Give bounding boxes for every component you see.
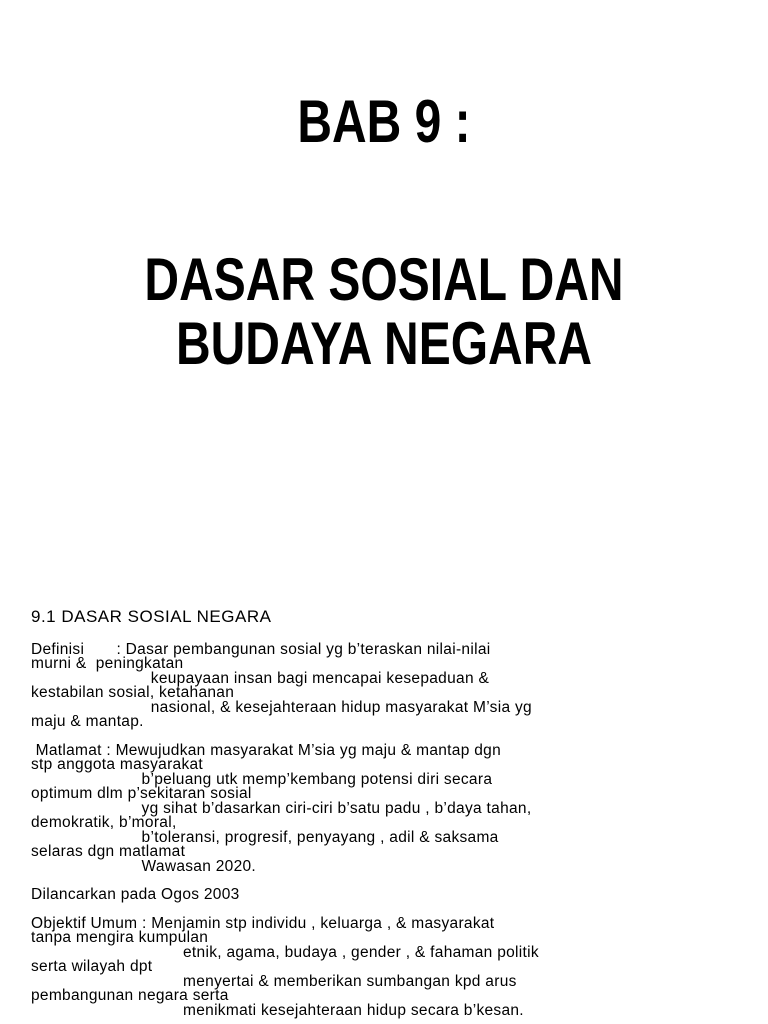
text-line: murni & peningkatan [31,655,184,672]
chapter-title: BAB 9 : [297,88,471,155]
text-line: yg sihat b’dasarkan ciri-ciri b’satu padu , b’daya tahan, [31,799,532,817]
text-line: optimum dlm p’sekitaran sosial [31,785,252,802]
text-line: pembangunan negara serta [31,987,229,1004]
document-body [31,607,751,1019]
text-line: nasional, & kesejahteraan hidup masyarakat M’sia yg [31,698,532,716]
text-line: stp anggota masyarakat [31,756,204,773]
text-line: etnik, agama, budaya , gender , & fahaman politik [31,943,539,961]
text-line: keupayaan insan bagi mencapai kesepaduan & [31,669,490,687]
text-line: Objektif Umum : Menjamin stp individu , keluarga , & masyarakat [31,914,495,932]
text-line: selaras dgn matlamat [31,843,186,860]
text-line: Wawasan 2020. [31,857,257,875]
matlamat-paragraph [31,741,751,875]
definisi-paragraph [31,640,751,730]
dilancarkan-line: Dilancarkan pada Ogos 2003 [31,886,240,903]
text-line: b’peluang utk memp’kembang potensi diri secara [31,770,493,788]
text-line: Definisi : Dasar pembangunan sosial yg b’teraskan nilai-nilai [31,640,491,658]
text-line: serta wilayah dpt [31,958,153,975]
chapter-subtitle-line-2: BUDAYA NEGARA [175,310,593,377]
text-line: demokratik, b’moral, [31,814,177,831]
text-line: menikmati kesejahteraan hidup secara b’kesan. [31,1001,524,1019]
text-line: Matlamat : Mewujudkan masyarakat M’sia yg maju & mantap dgn [31,741,501,759]
chapter-subtitle-line-1: DASAR SOSIAL DAN [144,246,624,313]
text-line: menyertai & memberikan sumbangan kpd arus [31,972,517,990]
text-line: tanpa mengira kumpulan [31,929,209,946]
text-line: kestabilan sosial, ketahanan [31,684,235,701]
section-heading: 9.1 DASAR SOSIAL NEGARA [31,607,272,626]
text-line: b’toleransi, progresif, penyayang , adil & saksama [31,828,499,846]
objektif-paragraph [31,914,751,1019]
text-line: maju & mantap. [31,713,144,730]
